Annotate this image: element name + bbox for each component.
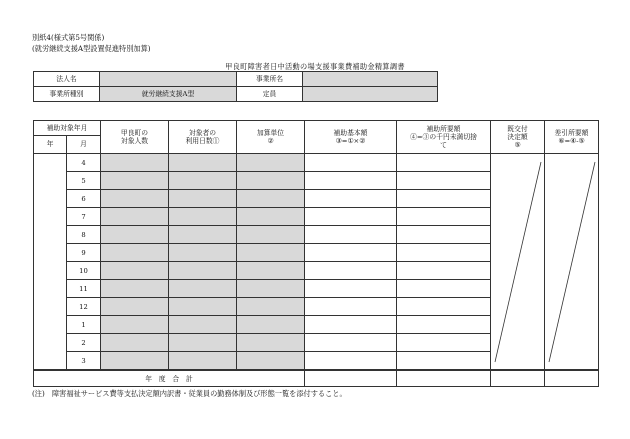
base-amount-cell[interactable]: [305, 244, 397, 262]
base-amount-cell[interactable]: [305, 190, 397, 208]
col-base-amount: 補助基本額 ③=①×②: [305, 121, 397, 154]
strike-slash: [491, 160, 545, 364]
difference-cell[interactable]: [545, 154, 599, 371]
target-people-cell[interactable]: [101, 154, 169, 172]
footnote: (注) 障害福祉サービス費等支払決定額内訳書・従業員の勤務体制及び形態一覧を添付すること。: [32, 389, 347, 398]
add-units-cell[interactable]: [237, 298, 305, 316]
add-units-cell[interactable]: [237, 208, 305, 226]
target-people-cell[interactable]: [101, 262, 169, 280]
target-people-cell[interactable]: [101, 298, 169, 316]
required-amount-cell[interactable]: [397, 208, 491, 226]
usage-days-cell[interactable]: [169, 334, 237, 352]
total-base-amount[interactable]: [305, 370, 397, 387]
col-difference: 差引所要額 ⑥=④-⑤: [545, 121, 599, 154]
base-amount-cell[interactable]: [305, 352, 397, 371]
add-units-cell[interactable]: [237, 334, 305, 352]
slash-line: [549, 162, 595, 362]
base-amount-cell[interactable]: [305, 226, 397, 244]
required-amount-cell[interactable]: [397, 352, 491, 371]
required-amount-cell[interactable]: [397, 172, 491, 190]
required-amount-cell[interactable]: [397, 316, 491, 334]
office-type-label: 事業所種別: [34, 87, 100, 102]
month-cell: 6: [67, 190, 101, 208]
month-cell: 7: [67, 208, 101, 226]
capacity-label: 定員: [237, 87, 303, 102]
total-already-paid[interactable]: [491, 370, 545, 387]
capacity-value[interactable]: [303, 87, 438, 102]
month-cell: 12: [67, 298, 101, 316]
col-required-amount: 補助所要額 ④=③の千円未満切捨 て: [397, 121, 491, 154]
document-title: 甲良町障害者日中活動の場支援事業費補助金精算調書: [225, 62, 405, 71]
office-name-value[interactable]: [303, 72, 438, 87]
month-cell: 5: [67, 172, 101, 190]
add-units-cell[interactable]: [237, 352, 305, 371]
add-units-cell[interactable]: [237, 244, 305, 262]
month-cell: 1: [67, 316, 101, 334]
required-amount-cell[interactable]: [397, 154, 491, 172]
add-units-cell[interactable]: [237, 316, 305, 334]
add-units-cell[interactable]: [237, 190, 305, 208]
target-people-cell[interactable]: [101, 208, 169, 226]
usage-days-cell[interactable]: [169, 298, 237, 316]
base-amount-cell[interactable]: [305, 262, 397, 280]
col-target-people: 甲良町の 対象人数: [101, 121, 169, 154]
add-units-cell[interactable]: [237, 172, 305, 190]
month-cell: 4: [67, 154, 101, 172]
add-units-cell[interactable]: [237, 262, 305, 280]
usage-days-cell[interactable]: [169, 244, 237, 262]
form-number: 別紙4(様式第5号関係): [32, 33, 105, 42]
usage-days-cell[interactable]: [169, 352, 237, 371]
target-people-cell[interactable]: [101, 316, 169, 334]
usage-days-cell[interactable]: [169, 316, 237, 334]
usage-days-cell[interactable]: [169, 172, 237, 190]
required-amount-cell[interactable]: [397, 298, 491, 316]
month-cell: 10: [67, 262, 101, 280]
col-add-units: 加算単位 ②: [237, 121, 305, 154]
month-cell: 9: [67, 244, 101, 262]
required-amount-cell[interactable]: [397, 190, 491, 208]
required-amount-cell[interactable]: [397, 334, 491, 352]
target-people-cell[interactable]: [101, 226, 169, 244]
base-amount-cell[interactable]: [305, 334, 397, 352]
col-already-paid: 既交付 決定額 ⑤: [491, 121, 545, 154]
settlement-table: [33, 120, 599, 387]
year-cell[interactable]: [34, 154, 67, 371]
required-amount-cell[interactable]: [397, 244, 491, 262]
add-units-cell[interactable]: [237, 280, 305, 298]
month-header: 月: [67, 135, 101, 153]
strike-slash: [545, 160, 599, 364]
usage-days-cell[interactable]: [169, 262, 237, 280]
target-people-cell[interactable]: [101, 172, 169, 190]
form-subtitle: (就労継続支援A型設置促進特別加算): [32, 44, 151, 53]
total-row: [34, 370, 599, 387]
total-required-amount[interactable]: [397, 370, 491, 387]
required-amount-cell[interactable]: [397, 226, 491, 244]
month-row: [34, 154, 599, 172]
usage-days-cell[interactable]: [169, 190, 237, 208]
target-month-header: 補助対象年月: [34, 121, 101, 136]
info-table: [33, 71, 438, 102]
add-units-cell[interactable]: [237, 226, 305, 244]
usage-days-cell[interactable]: [169, 154, 237, 172]
col-usage-days: 対象者の 利用日数①: [169, 121, 237, 154]
base-amount-cell[interactable]: [305, 298, 397, 316]
office-type-value: 就労継続支援A型: [100, 87, 237, 102]
required-amount-cell[interactable]: [397, 280, 491, 298]
total-difference[interactable]: [545, 370, 599, 387]
add-units-cell[interactable]: [237, 154, 305, 172]
target-people-cell[interactable]: [101, 280, 169, 298]
slash-line: [495, 162, 541, 362]
usage-days-cell[interactable]: [169, 226, 237, 244]
corp-label: 法人名: [34, 72, 100, 87]
target-people-cell[interactable]: [101, 244, 169, 262]
month-cell: 2: [67, 334, 101, 352]
base-amount-cell[interactable]: [305, 172, 397, 190]
target-people-cell[interactable]: [101, 334, 169, 352]
month-cell: 8: [67, 226, 101, 244]
base-amount-cell[interactable]: [305, 280, 397, 298]
corp-value[interactable]: [100, 72, 237, 87]
usage-days-cell[interactable]: [169, 280, 237, 298]
required-amount-cell[interactable]: [397, 262, 491, 280]
base-amount-cell[interactable]: [305, 154, 397, 172]
month-cell: 11: [67, 280, 101, 298]
target-people-cell[interactable]: [101, 352, 169, 371]
target-people-cell[interactable]: [101, 190, 169, 208]
base-amount-cell[interactable]: [305, 208, 397, 226]
base-amount-cell[interactable]: [305, 316, 397, 334]
office-name-label: 事業所名: [237, 72, 303, 87]
month-cell: 3: [67, 352, 101, 371]
year-header: 年: [34, 135, 67, 153]
usage-days-cell[interactable]: [169, 208, 237, 226]
total-label: 年 度 合 計: [34, 370, 305, 387]
already-paid-cell[interactable]: [491, 154, 545, 371]
